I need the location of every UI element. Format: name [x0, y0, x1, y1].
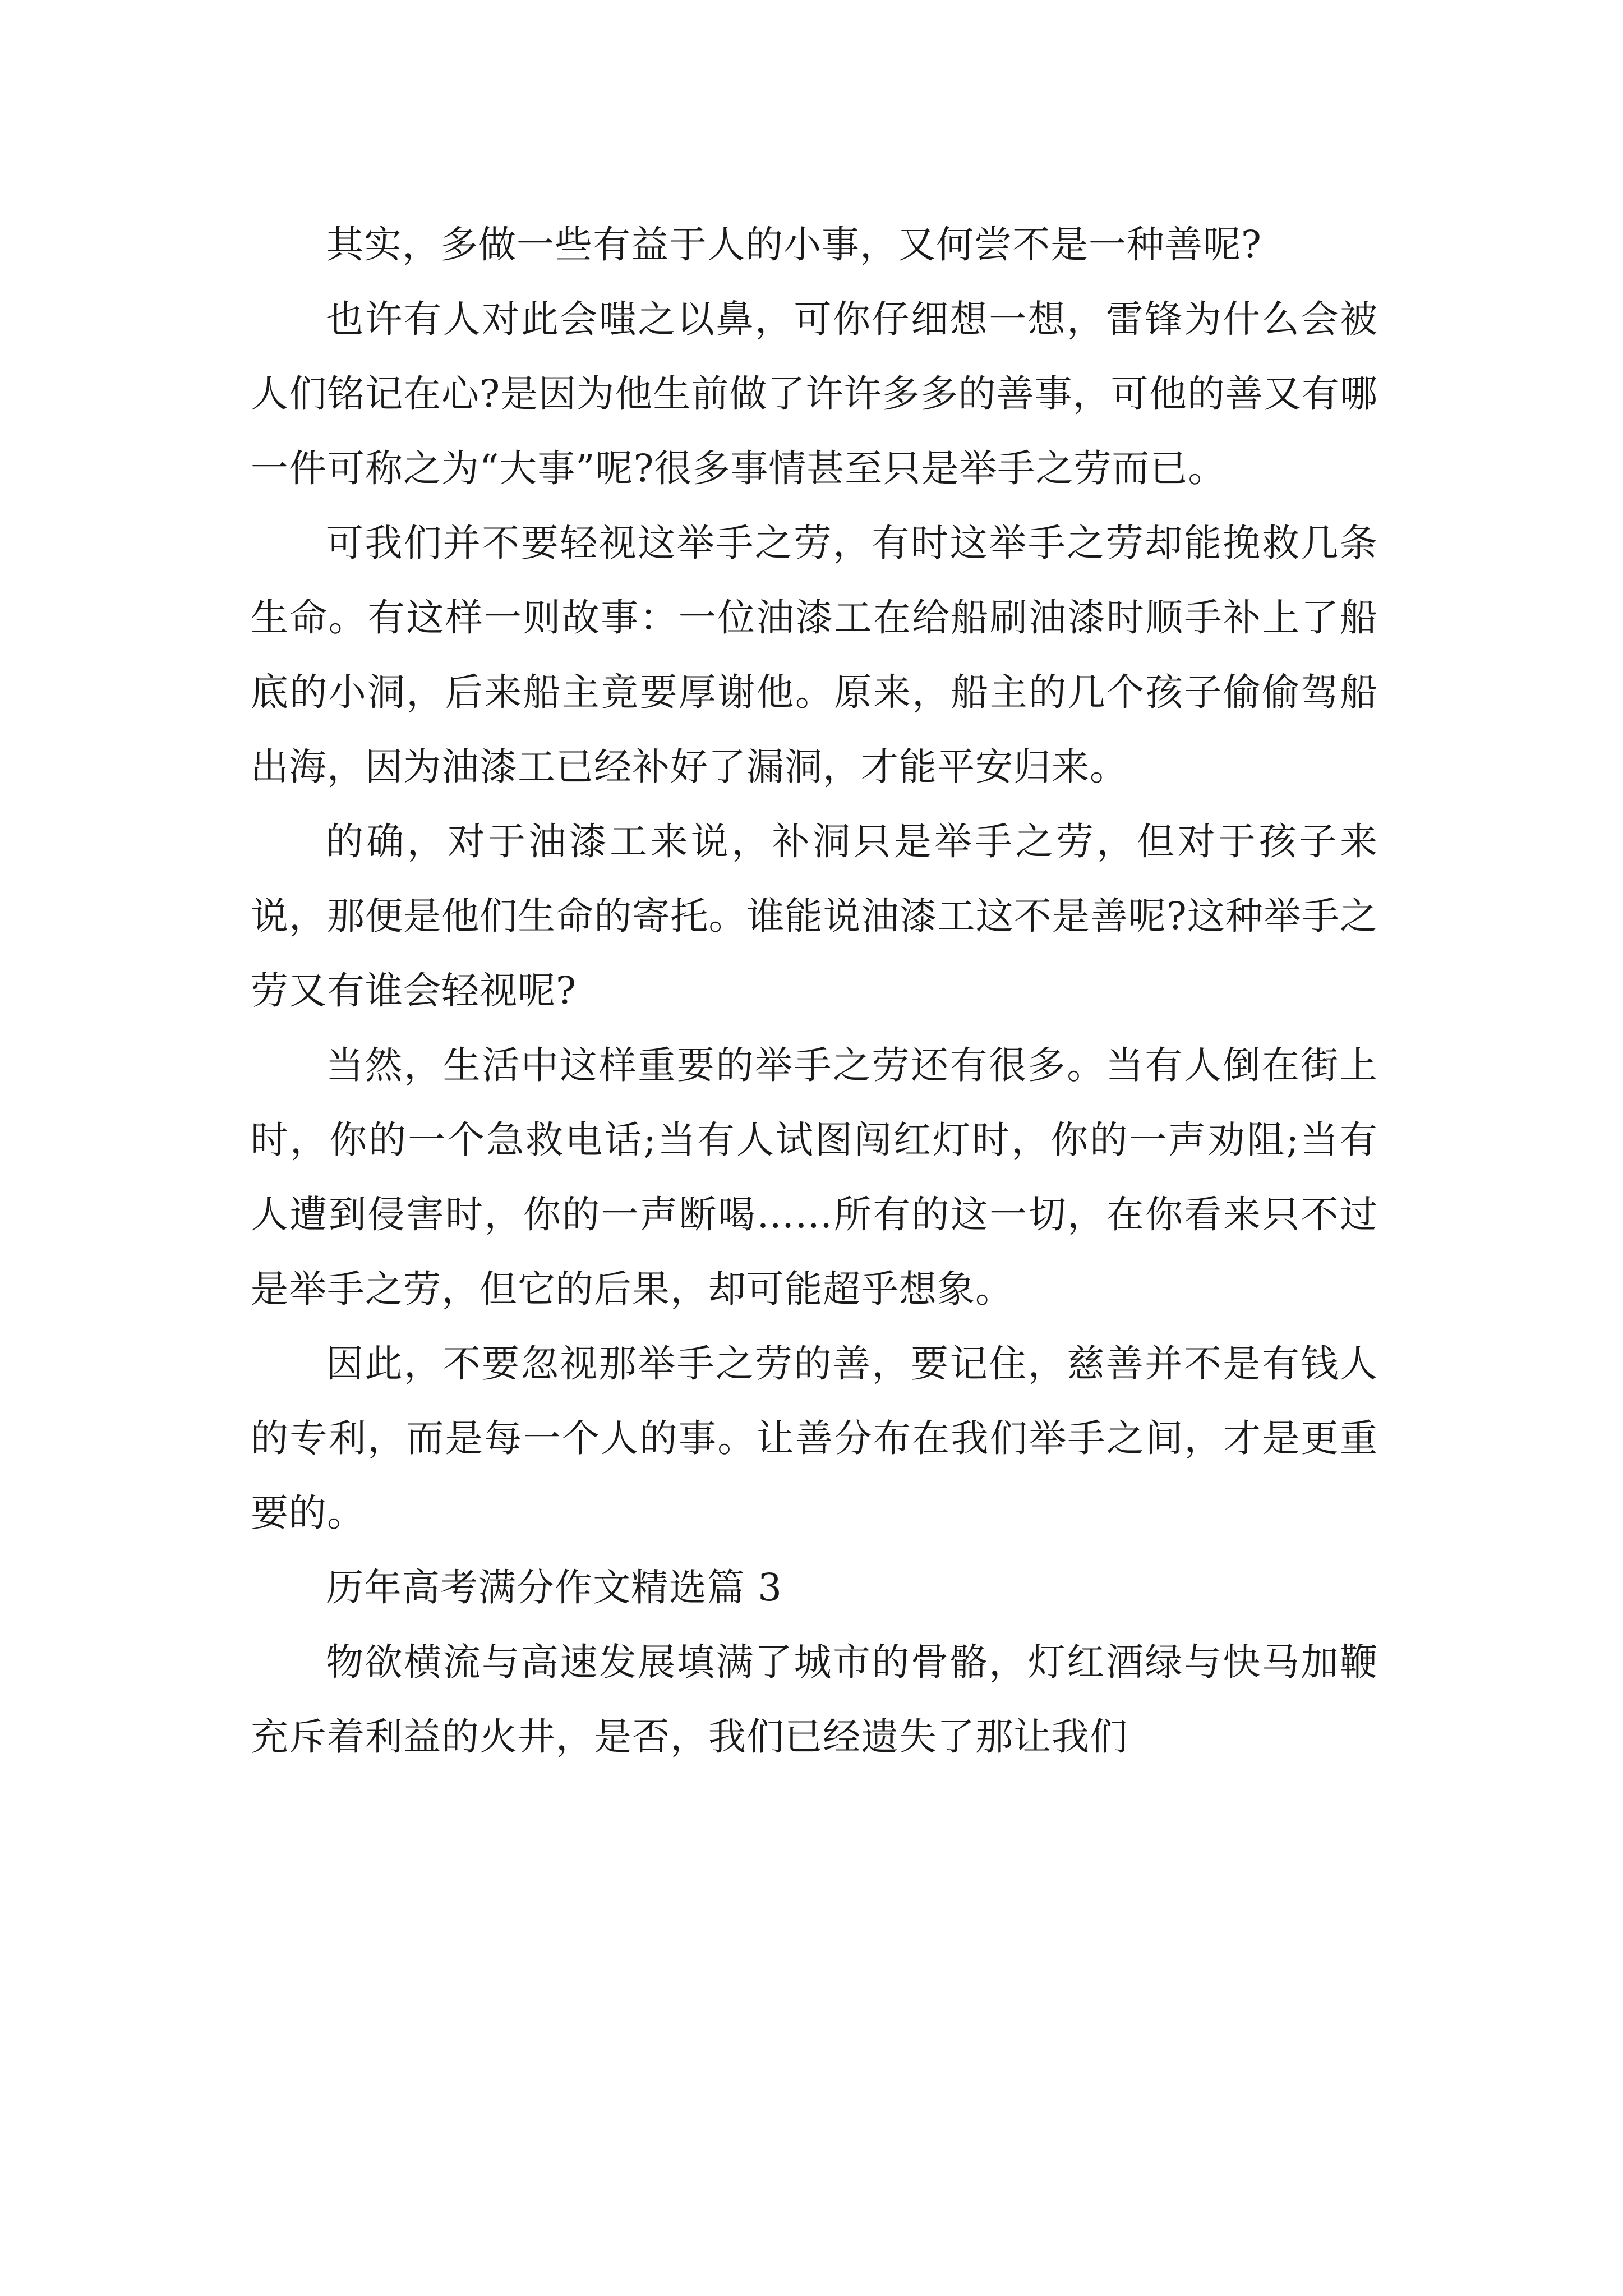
paragraph-2: 也许有人对此会嗤之以鼻，可你仔细想一想，雷锋为什么会被人们铭记在心?是因为他生前做了许许多多的善事，可他的善又有哪一件可称之为“大事”呢?很多事情甚至只是举手之劳而已。 [251, 297, 1378, 490]
paragraph-1: 其实，多做一些有益于人的小事，又何尝不是一种善呢? [326, 223, 1262, 266]
paragraph-7: 物欲横流与高速发展填满了城市的骨骼，灯红酒绿与快马加鞭充斥着利益的火井，是否，我们已经遗失了那让我们 [251, 1640, 1378, 1759]
paragraph-6: 因此，不要忽视那举手之劳的善，要记住，慈善并不是有钱人的专利，而是每一个人的事。让善分布在我们举手之间，才是更重要的。 [251, 1342, 1378, 1535]
paragraph-4: 的确，对于油漆工来说，补洞只是举手之劳，但对于孩子来说，那便是他们生命的寄托。谁能说油漆工这不是善呢?这种举手之劳又有谁会轻视呢? [251, 820, 1378, 1013]
paragraph-5: 当然，生活中这样重要的举手之劳还有很多。当有人倒在街上时，你的一个急救电话;当有人试图闯红灯时，你的一声劝阻;当有人遭到侵害时，你的一声断喝……所有的这一切，在你看来只不过是举手之劳，但它的后果，却可能超乎想象。 [251, 1043, 1378, 1311]
paragraph-3: 可我们并不要轻视这举手之劳，有时这举手之劳却能挽救几条生命。有这样一则故事：一位油漆工在给船刷油漆时顺手补上了船底的小洞，后来船主竟要厚谢他。原来，船主的几个孩子偷偷驾船出海，因为油漆工已经补好了漏洞，才能平安归来。 [251, 521, 1378, 789]
section-heading: 历年高考满分作文精选篇 3 [326, 1566, 782, 1609]
document-body [251, 208, 1378, 1774]
